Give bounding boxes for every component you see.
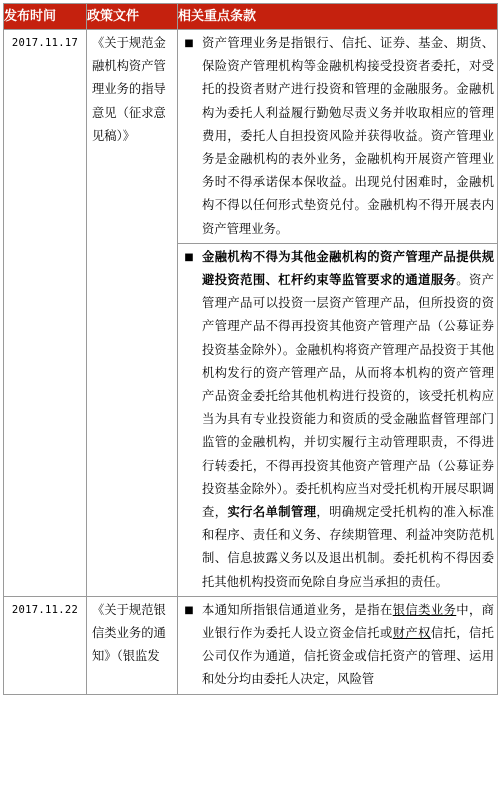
table-row — [4, 30, 498, 597]
clause-list — [178, 30, 498, 597]
header-date: 发布时间 — [4, 4, 87, 30]
release-date: 2017.11.17 — [4, 30, 87, 597]
clause-item — [178, 597, 497, 694]
clause-text-segment: 本通知所指银信通道业务，是指在 — [202, 602, 393, 617]
header-key-clauses: 相关重点条款 — [178, 4, 498, 30]
policy-document-title: 《关于规范银信类业务的通知》（银监发 — [87, 596, 178, 694]
clause-list — [178, 596, 498, 694]
clause-text-segment: 。资产管理产品可以投资一层资产管理产品，但所投资的资产管理产品不得再投资其他资产管理产品（公募证券投资基金除外）。金融机构将资产管理产品投资于其他机构发行的资产管理产品，从而将本机构的资产管理产品资金委托给其他机构进行投资的，该受托机构应当为具有专业投资能力和资质的受金融监督管理部门监管的金融机构，并切实履行主动管理职责，不得进行转委托，不得再投资其他资产管理产品（公募证券投资基金除外）。委托机构应当对受托机构开展尽职调查， — [202, 273, 494, 520]
policy-table — [3, 3, 498, 695]
table-header-row — [4, 4, 498, 30]
underlined-term: 银信类业务 — [392, 602, 457, 617]
square-bullet-icon: ■ — [184, 38, 194, 49]
square-bullet-icon: ■ — [184, 604, 194, 616]
clause-text-segment: 资产管理业务是指银行、信托、证券、基金、期货、保险资产管理机构等金融机构接受投资者委托，对受托的投资者财产进行投资和管理的金融服务。金融机构为委托人利益履行勤勉尽责义务并收取相应的管理费用，委托人自担投资风险并获得收益。资产管理业务是金融机构的表外业务，金融机构开展资产管理业务时不得承诺保本保收益。出现兑付困难时，金融机构不得以任何形式垫资兑付。金融机构不得开展表内资产管理业务。 — [202, 36, 494, 236]
underlined-term: 财产权 — [392, 626, 431, 641]
clause-text-segment: 中，商业银行作为委托人设立资金信托或 — [202, 602, 494, 641]
clause-text — [200, 244, 497, 596]
header-policy-document: 政策文件 — [87, 4, 178, 30]
table-row — [4, 596, 498, 694]
square-bullet-icon: ■ — [184, 251, 194, 263]
clause-text — [200, 30, 497, 243]
clause-item — [178, 30, 497, 244]
clause-text-segment: 信托，信托公司仅作为通道，信托资金或信托资产的管理、运用和处分均由委托人决定，风险管 — [202, 626, 494, 687]
clause-bold-heading: 金融机构不得为其他金融机构的资产管理产品提供规避投资范围、杠杆约束等监管要求的通道服务 — [202, 249, 494, 288]
clause-bold-phrase: 实行名单制管理 — [227, 505, 317, 520]
clause-item — [178, 244, 497, 596]
policy-document-title: 《关于规范金融机构资产管理业务的指导意见（征求意见稿）》 — [87, 30, 178, 597]
clause-text — [200, 597, 497, 694]
clause-text-segment: ，明确规定受托机构的准入标准和程序、责任和义务、存续期管理、利益冲突防范机制、信息披露义务以及退出机制。委托机构不得因委托其他机构投资而免除自身应当承担的责任。 — [202, 505, 494, 589]
release-date: 2017.11.22 — [4, 596, 87, 694]
